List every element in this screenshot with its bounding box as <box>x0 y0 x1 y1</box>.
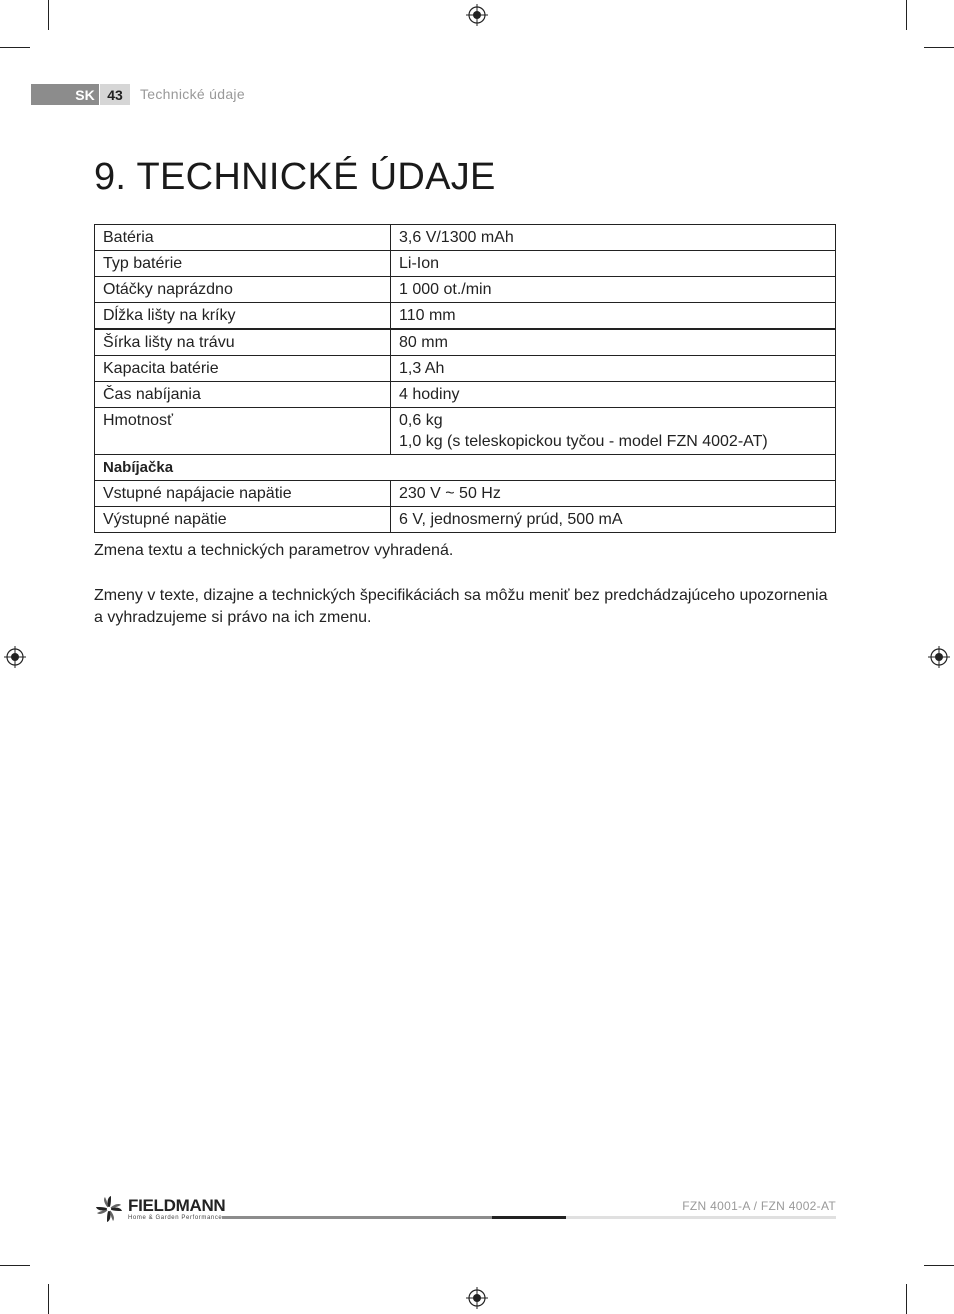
language-badge: SK <box>71 84 99 105</box>
table-row <box>95 251 836 277</box>
spec-label: Šírka lišty na trávu <box>95 329 391 356</box>
spec-value: 80 mm <box>391 329 836 356</box>
registration-mark-icon <box>928 646 950 668</box>
spec-label: Batéria <box>95 225 391 251</box>
spec-value <box>391 408 836 455</box>
table-row <box>95 329 836 356</box>
header-section-title: Technické údaje <box>140 86 245 102</box>
registration-mark-icon <box>466 1287 488 1309</box>
spec-label: Výstupné napätie <box>95 507 391 533</box>
crop-mark <box>906 0 907 30</box>
brand-name: FIELDMANN <box>128 1195 226 1215</box>
spec-value-line: 1,0 kg (s teleskopickou tyčou - model FZN 4002-AT) <box>399 433 768 450</box>
note-text <box>94 585 844 629</box>
spec-label: Kapacita batérie <box>95 356 391 382</box>
registration-mark-icon <box>4 646 26 668</box>
spec-label: Otáčky naprázdno <box>95 277 391 303</box>
crop-mark <box>0 47 30 48</box>
crop-mark <box>48 1284 49 1314</box>
table-row <box>95 408 836 455</box>
footer-rule-light <box>566 1216 836 1219</box>
table-row <box>95 356 836 382</box>
note-text: Zmena textu a technických parametrov vyhradená. <box>94 542 454 559</box>
spec-value: Li-Ion <box>391 251 836 277</box>
table-row <box>95 225 836 251</box>
spec-label: Čas nabíjania <box>95 382 391 408</box>
header-accent-bar <box>31 84 71 105</box>
spec-label: Vstupné napájacie napätie <box>95 481 391 507</box>
note-line: Zmeny v texte, dizajne a technických špecifikáciách sa môžu meniť bez predchádzajúceho upozornenia <box>94 587 828 604</box>
crop-mark <box>0 1265 30 1266</box>
registration-mark-icon <box>466 4 488 26</box>
spec-value: 3,6 V/1300 mAh <box>391 225 836 251</box>
spec-table <box>94 224 836 533</box>
spec-label: Hmotnosť <box>95 408 391 455</box>
table-row <box>95 382 836 408</box>
table-row <box>95 303 836 330</box>
footer-rule-grey <box>222 1216 492 1219</box>
spec-value: 110 mm <box>391 303 836 330</box>
page-number: 43 <box>100 84 130 105</box>
crop-mark <box>48 0 49 30</box>
table-row <box>95 481 836 507</box>
crop-mark <box>906 1284 907 1314</box>
section-heading: Nabíjačka <box>95 455 836 481</box>
spec-value-line: 0,6 kg <box>399 412 443 429</box>
table-row <box>95 507 836 533</box>
spec-value: 230 V ~ 50 Hz <box>391 481 836 507</box>
page-header-bar <box>31 84 130 105</box>
spec-value: 6 V, jednosmerný prúd, 500 mA <box>391 507 836 533</box>
fan-leaf-logo-icon <box>94 1194 124 1224</box>
spec-value: 1 000 ot./min <box>391 277 836 303</box>
table-row <box>95 277 836 303</box>
crop-mark <box>924 47 954 48</box>
spec-value: 4 hodiny <box>391 382 836 408</box>
spec-label: Dĺžka lišty na kríky <box>95 303 391 330</box>
brand-tagline: Home & Garden Performance <box>128 1214 223 1221</box>
note-line: a vyhradzujeme si právo na ich zmenu. <box>94 609 372 626</box>
brand-logo <box>94 1194 225 1224</box>
footer-rule-dark <box>492 1216 566 1219</box>
spec-label: Typ batérie <box>95 251 391 277</box>
spec-value: 1,3 Ah <box>391 356 836 382</box>
table-section-row <box>95 455 836 481</box>
model-number: FZN 4001-A / FZN 4002-AT <box>682 1199 836 1213</box>
page-title: 9. TECHNICKÉ ÚDAJE <box>94 156 496 198</box>
crop-mark <box>924 1265 954 1266</box>
